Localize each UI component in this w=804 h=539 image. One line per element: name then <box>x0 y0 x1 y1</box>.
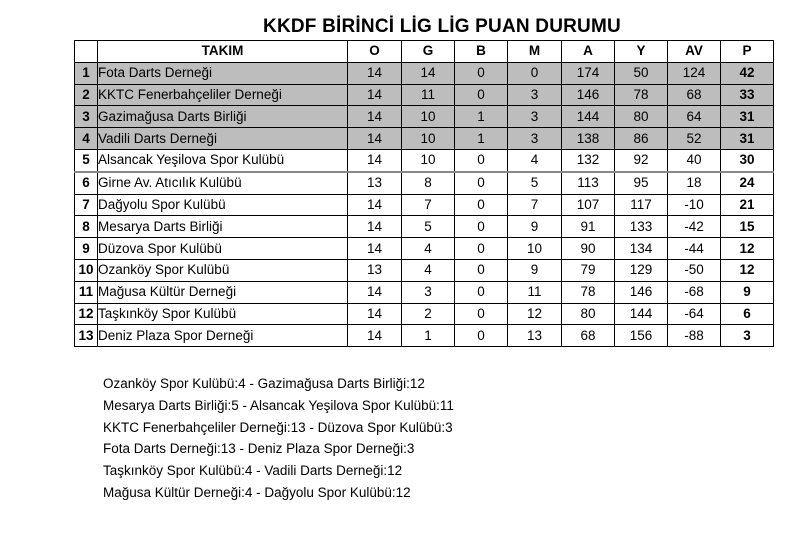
cell-for: 144 <box>562 106 615 128</box>
cell-points: 21 <box>721 194 774 216</box>
table-row <box>75 325 774 347</box>
match-results <box>103 373 454 504</box>
cell-for: 107 <box>562 194 615 216</box>
cell-points: 31 <box>721 128 774 150</box>
cell-rank: 9 <box>75 238 98 260</box>
cell-against: 80 <box>615 106 668 128</box>
cell-points: 15 <box>721 216 774 238</box>
cell-lost: 13 <box>508 325 562 347</box>
cell-played: 14 <box>348 281 402 303</box>
cell-rank: 7 <box>75 194 98 216</box>
cell-played: 14 <box>348 106 402 128</box>
cell-played: 14 <box>348 194 402 216</box>
cell-won: 2 <box>402 303 455 325</box>
header-difference: AV <box>668 41 721 63</box>
cell-rank: 13 <box>75 325 98 347</box>
cell-lost: 10 <box>508 238 562 260</box>
cell-won: 11 <box>402 84 455 106</box>
cell-difference: 124 <box>668 62 721 84</box>
cell-against: 95 <box>615 172 668 194</box>
cell-points: 31 <box>721 106 774 128</box>
table-row <box>75 259 774 281</box>
header-points: P <box>721 41 774 63</box>
cell-rank: 2 <box>75 84 98 106</box>
cell-difference: 64 <box>668 106 721 128</box>
cell-played: 14 <box>348 238 402 260</box>
cell-against: 92 <box>615 149 668 171</box>
cell-points: 33 <box>721 84 774 106</box>
cell-drawn: 0 <box>455 238 508 260</box>
cell-rank: 11 <box>75 281 98 303</box>
cell-against: 78 <box>615 84 668 106</box>
result-line: KKTC Fenerbahçeliler Derneği:13 - Düzova Spor Kulübü:3 <box>103 419 453 435</box>
cell-against: 144 <box>615 303 668 325</box>
cell-drawn: 1 <box>455 106 508 128</box>
table-row <box>75 62 774 84</box>
cell-difference: -50 <box>668 259 721 281</box>
cell-drawn: 0 <box>455 194 508 216</box>
cell-rank: 10 <box>75 259 98 281</box>
cell-played: 14 <box>348 128 402 150</box>
cell-points: 9 <box>721 281 774 303</box>
cell-difference: -42 <box>668 216 721 238</box>
cell-won: 3 <box>402 281 455 303</box>
header-lost: M <box>508 41 562 63</box>
result-line: Mesarya Darts Birliği:5 - Alsancak Yeşilova Spor Kulübü:11 <box>103 397 454 413</box>
result-line: Taşkınköy Spor Kulübü:4 - Vadili Darts Derneği:12 <box>103 463 403 479</box>
cell-for: 138 <box>562 128 615 150</box>
cell-won: 8 <box>402 172 455 194</box>
cell-team: Deniz Plaza Spor Derneği <box>98 325 348 347</box>
cell-team: Mağusa Kültür Derneği <box>98 281 348 303</box>
cell-won: 4 <box>402 238 455 260</box>
cell-lost: 3 <box>508 128 562 150</box>
cell-difference: 40 <box>668 149 721 171</box>
cell-difference: -44 <box>668 238 721 260</box>
cell-rank: 8 <box>75 216 98 238</box>
cell-drawn: 0 <box>455 149 508 171</box>
header-rank <box>75 41 98 63</box>
cell-against: 134 <box>615 238 668 260</box>
cell-difference: -88 <box>668 325 721 347</box>
table-row <box>75 216 774 238</box>
cell-team: Ozanköy Spor Kulübü <box>98 259 348 281</box>
cell-played: 14 <box>348 84 402 106</box>
cell-lost: 11 <box>508 281 562 303</box>
cell-for: 79 <box>562 259 615 281</box>
cell-drawn: 0 <box>455 259 508 281</box>
header-against: Y <box>615 41 668 63</box>
cell-for: 174 <box>562 62 615 84</box>
header-played: O <box>348 41 402 63</box>
cell-drawn: 0 <box>455 325 508 347</box>
cell-played: 14 <box>348 325 402 347</box>
cell-for: 146 <box>562 84 615 106</box>
cell-for: 80 <box>562 303 615 325</box>
cell-team: Girne Av. Atıcılık Kulübü <box>98 172 348 194</box>
cell-won: 14 <box>402 62 455 84</box>
cell-team: KKTC Fenerbahçeliler Derneği <box>98 84 348 106</box>
result-line: Fota Darts Derneği:13 - Deniz Plaza Spor Derneği:3 <box>103 441 415 457</box>
result-line: Ozanköy Spor Kulübü:4 - Gazimağusa Darts Birliği:12 <box>103 376 425 391</box>
table-row <box>75 128 774 150</box>
cell-difference: -68 <box>668 281 721 303</box>
cell-lost: 3 <box>508 106 562 128</box>
cell-team: Alsancak Yeşilova Spor Kulübü <box>98 149 348 171</box>
cell-drawn: 0 <box>455 172 508 194</box>
cell-won: 10 <box>402 106 455 128</box>
cell-lost: 0 <box>508 62 562 84</box>
table-row <box>75 149 774 171</box>
cell-points: 12 <box>721 238 774 260</box>
cell-drawn: 0 <box>455 216 508 238</box>
header-won: G <box>402 41 455 63</box>
cell-team: Gazimağusa Darts Birliği <box>98 106 348 128</box>
cell-won: 1 <box>402 325 455 347</box>
cell-played: 13 <box>348 172 402 194</box>
result-line: Mağusa Kültür Derneği:4 - Dağyolu Spor Kulübü:12 <box>103 484 411 500</box>
header-team: TAKIM <box>98 41 348 63</box>
cell-points: 30 <box>721 149 774 171</box>
cell-team: Mesarya Darts Birliği <box>98 216 348 238</box>
cell-team: Vadili Darts Derneği <box>98 128 348 150</box>
cell-difference: 68 <box>668 84 721 106</box>
cell-played: 14 <box>348 303 402 325</box>
cell-for: 68 <box>562 325 615 347</box>
cell-points: 24 <box>721 172 774 194</box>
cell-difference: 18 <box>668 172 721 194</box>
cell-team: Dağyolu Spor Kulübü <box>98 194 348 216</box>
cell-against: 129 <box>615 259 668 281</box>
table-row <box>75 238 774 260</box>
cell-drawn: 0 <box>455 281 508 303</box>
cell-against: 133 <box>615 216 668 238</box>
cell-drawn: 0 <box>455 84 508 106</box>
cell-played: 14 <box>348 149 402 171</box>
table-row <box>75 84 774 106</box>
cell-won: 7 <box>402 194 455 216</box>
cell-rank: 3 <box>75 106 98 128</box>
cell-lost: 7 <box>508 194 562 216</box>
cell-lost: 5 <box>508 172 562 194</box>
cell-difference: -64 <box>668 303 721 325</box>
cell-points: 3 <box>721 325 774 347</box>
cell-for: 78 <box>562 281 615 303</box>
cell-drawn: 1 <box>455 128 508 150</box>
cell-points: 42 <box>721 62 774 84</box>
cell-drawn: 0 <box>455 303 508 325</box>
page-title: KKDF BİRİNCİ LİG LİG PUAN DURUMU <box>263 16 621 37</box>
cell-against: 86 <box>615 128 668 150</box>
cell-drawn: 0 <box>455 62 508 84</box>
cell-for: 91 <box>562 216 615 238</box>
cell-for: 132 <box>562 149 615 171</box>
cell-difference: 52 <box>668 128 721 150</box>
cell-played: 13 <box>348 259 402 281</box>
cell-lost: 3 <box>508 84 562 106</box>
table-row <box>75 303 774 325</box>
cell-for: 113 <box>562 172 615 194</box>
cell-lost: 9 <box>508 216 562 238</box>
cell-won: 10 <box>402 149 455 171</box>
cell-team: Düzova Spor Kulübü <box>98 238 348 260</box>
cell-for: 90 <box>562 238 615 260</box>
cell-team: Fota Darts Derneği <box>98 62 348 84</box>
cell-difference: -10 <box>668 194 721 216</box>
cell-rank: 12 <box>75 303 98 325</box>
cell-against: 146 <box>615 281 668 303</box>
table-row <box>75 172 774 194</box>
cell-played: 14 <box>348 216 402 238</box>
cell-rank: 1 <box>75 62 98 84</box>
cell-rank: 5 <box>75 149 98 171</box>
table-row <box>75 281 774 303</box>
cell-against: 117 <box>615 194 668 216</box>
cell-rank: 6 <box>75 172 98 194</box>
cell-lost: 12 <box>508 303 562 325</box>
cell-lost: 4 <box>508 149 562 171</box>
cell-points: 12 <box>721 259 774 281</box>
table-row <box>75 194 774 216</box>
cell-rank: 4 <box>75 128 98 150</box>
header-drawn: B <box>455 41 508 63</box>
cell-team: Taşkınköy Spor Kulübü <box>98 303 348 325</box>
cell-against: 156 <box>615 325 668 347</box>
table-row <box>75 106 774 128</box>
cell-played: 14 <box>348 62 402 84</box>
cell-against: 50 <box>615 62 668 84</box>
header-row <box>75 41 774 63</box>
cell-lost: 9 <box>508 259 562 281</box>
cell-won: 4 <box>402 259 455 281</box>
standings-table <box>74 40 774 347</box>
cell-won: 10 <box>402 128 455 150</box>
cell-won: 5 <box>402 216 455 238</box>
header-for: A <box>562 41 615 63</box>
cell-points: 6 <box>721 303 774 325</box>
